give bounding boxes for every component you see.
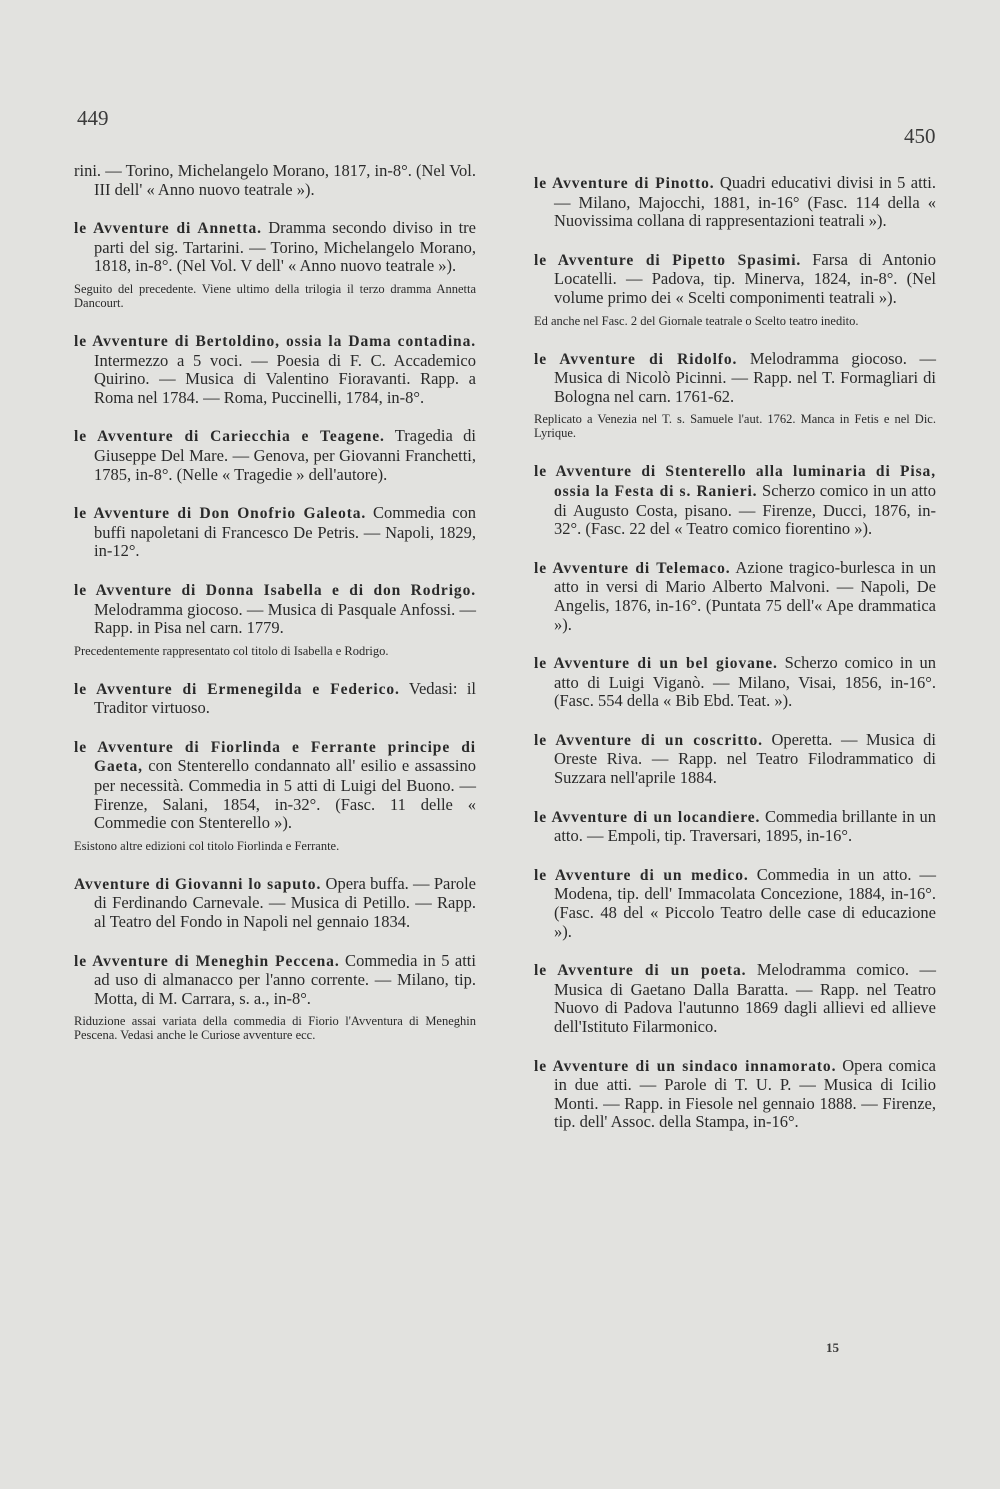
catalog-entry [74,738,476,833]
entry-title: le Avventure di Pinotto. [534,175,715,192]
catalog-entry [534,866,936,941]
entry-title: le Avventure di Annetta. [74,220,262,238]
catalog-entry [74,162,476,199]
entry-body: Melodramma giocoso. — Musica di Nicolò Picinni. — Rapp. nel T. Formagliari di Bologna nel carn. 1761-62. [554,348,936,406]
entry-title: le Avventure di un poeta. [534,962,747,980]
entry-title: le Avventure di Meneghin Peccena. [74,952,340,970]
entry-title: le Avventure di Donna Isabella e di don Rodrigo. [74,581,476,599]
entry-note: Precedentemente rappresentato col titolo di Isabella e Rodrigo. [74,643,389,658]
entry-body: Commedia in un atto. — Modena, tip. dell' Immacolata Concezione, 1884, in-16°. (Fasc. 48 del « Piccolo Teatro delle case di educazione »). [554,864,936,941]
entry-body: Dramma secondo diviso in tre parti del sig. Tartarini. — Torino, Michelangelo Morano, 1818, in-8°. (Nel Vol. V dell' « Anno nuovo teatrale »). [94,218,476,276]
entry-note: Seguito del precedente. Viene ultimo della trilogia il terzo dramma Annetta Dancourt. [74,281,476,310]
entry-note: Esistono altre edizioni col titolo Fiorlinda e Ferrante. [74,838,340,853]
page-number-right: 450 [904,124,936,148]
catalog-entry [534,174,936,231]
entry-body: Azione tragico-burlesca in un atto in versi di Mario Alberto Malvoni. — Napoli, De Angelis, 1876, in-16°. (Puntata 75 dell'« Ape drammatica »). [554,557,936,634]
entry-body: Operetta. — Musica di Oreste Riva. — Rapp. nel Teatro Filodrammatico di Suzzara nell'aprile 1884. [554,729,936,788]
entry-body: Commedia brillante in un atto. — Empoli, tip. Traversari, 1895, in-16°. [554,806,936,846]
entry-title: le Avventure di Ridolfo. [534,350,738,368]
catalog-entry [74,581,476,638]
page-number-left: 449 [77,106,109,130]
entry-body: Commedia con buffi napoletani di Francesco De Petris. — Napoli, 1829, in-12°. [94,503,476,561]
entry-title: le Avventure di Don Onofrio Galeota. [74,505,367,523]
catalog-entry [74,680,476,718]
entry-body: rini. — Torino, Michelangelo Morano, 1817, in-8°. (Nel Vol. III dell' « Anno nuovo teatrale »). [74,161,476,199]
entry-body: Tragedia di Giuseppe Del Mare. — Genova, per Giovanni Franchetti, 1785, in-8°. (Nelle « Tragedie » dell'autore). [94,426,476,484]
entry-body: Intermezzo a 5 voci. — Poesia di F. C. Accademico Quirino. — Musica di Valentino Fioravanti. Rapp. a Roma nel 1784. — Roma, Puccinelli, 1784, in-8°. [94,350,476,407]
entry-body: Quadri educativi divisi in 5 atti. — Milano, Majocchi, 1881, in-16° (Fasc. 114 della « Nuovissima collana di rappresentazioni teatrali »). [554,173,936,231]
entry-body: Scherzo comico in un atto di Augusto Costa, pisano. — Firenze, Ducci, 1876, in-32°. (Fasc. 22 del « Teatro comico fiorentino »). [554,480,936,539]
entry-title: le Avventure di un bel giovane. [534,655,778,673]
entry-title: le Avventure di Telemaco. [534,559,731,577]
entry-body: Scherzo comico in un atto di Luigi Viganò. — Milano, Visai, 1856, in-16°. (Fasc. 554 della « Bib Ebd. Teat. »). [554,653,936,711]
catalog-entry [74,427,476,484]
entry-body: Commedia in 5 atti ad uso di almanacco per l'anno corrente. — Milano, tip. Motta, di M. Carrara, s. a., in-8°. [94,950,476,1008]
entry-title: le Avventure di Pipetto Spasimi. [534,251,802,269]
catalog-entry [534,251,936,308]
catalog-entry [74,219,476,276]
catalog-entry [534,559,936,634]
entry-title: le Avventure di Fiorlinda e Ferrante principe di Gaeta, [74,738,476,776]
entry-title: le Avventure di un sindaco innamorato. [534,1057,837,1075]
entry-title: le Avventure di Cariecchia e Teagene. [74,428,385,446]
entry-title: le Avventure di un coscritto. [534,731,763,749]
catalog-entry [74,875,476,932]
entry-body: Melodramma giocoso. — Musica di Pasquale Anfossi. — Rapp. in Pisa nel carn. 1779. [94,599,476,638]
catalog-entry [74,952,476,1009]
catalog-entry [534,731,936,788]
entry-body: Opera comica in due atti. — Parole di T. U. P. — Musica di Icilio Monti. — Rapp. in Fiesole nel gennaio 1888. — Firenze, tip. dell' Assoc. della Stampa, in-16°. [554,1055,936,1132]
entry-title: Avventure di Giovanni lo saputo. [74,875,322,893]
entry-note: Replicato a Venezia nel T. s. Samuele l'aut. 1762. Manca in Fetis e nel Dic. Lyrique. [534,412,936,441]
entry-body: Opera buffa. — Parole di Ferdinando Carnevale. — Musica di Petillo. — Rapp. al Teatro del Fondo in Napoli nel gennaio 1834. [94,873,476,932]
entry-title: le Avventure di Ermenegilda e Federico. [74,680,400,698]
entry-note: Ed anche nel Fasc. 2 del Giornale teatrale o Scelto teatro inedito. [534,313,859,328]
left-column [74,162,476,1064]
catalog-entry [534,961,936,1036]
catalog-entry [74,504,476,561]
catalog-entry [534,462,936,538]
entry-note: Riduzione assai variata della commedia di Fiorio l'Avventura di Meneghin Pescena. Vedasi anche le Curiose avventure ecc. [74,1014,476,1043]
right-column [534,174,936,1152]
entry-title: le Avventure di un medico. [534,866,749,884]
catalog-entry [534,808,936,846]
entry-body: Melodramma comico. — Musica di Gaetano Dalla Baratta. — Rapp. nel Teatro Nuovo di Padova l'autunno 1869 dagli allievi ed allieve dell'Istituto Filarmonico. [554,960,936,1036]
entry-title: le Avventure di Stenterello alla luminaria di Pisa, ossia la Festa di s. Ranieri. [534,463,936,500]
signature-mark: 15 [826,1340,839,1355]
catalog-entry [534,654,936,711]
entry-title: le Avventure di un locandiere. [534,808,761,826]
catalog-entry [534,350,936,407]
entry-body: Vedasi: il Traditor virtuoso. [94,678,476,718]
entry-title: le Avventure di Bertoldino, ossia la Dama contadina. [74,332,476,350]
catalog-entry [534,1057,936,1132]
entry-body: con Stenterello condannato all' esilio e assassino per necessità. Commedia in 5 atti di Luigi del Buono. — Firenze, Salani, 1854, in-32°. (Fasc. 11 delle « Commedie con Stenterello »). [94,756,476,833]
entry-body: Farsa di Antonio Locatelli. — Padova, tip. Minerva, 1824, in-8°. (Nel volume primo dei « Scelti componimenti teatrali »). [554,249,936,307]
catalog-entry [74,332,476,407]
